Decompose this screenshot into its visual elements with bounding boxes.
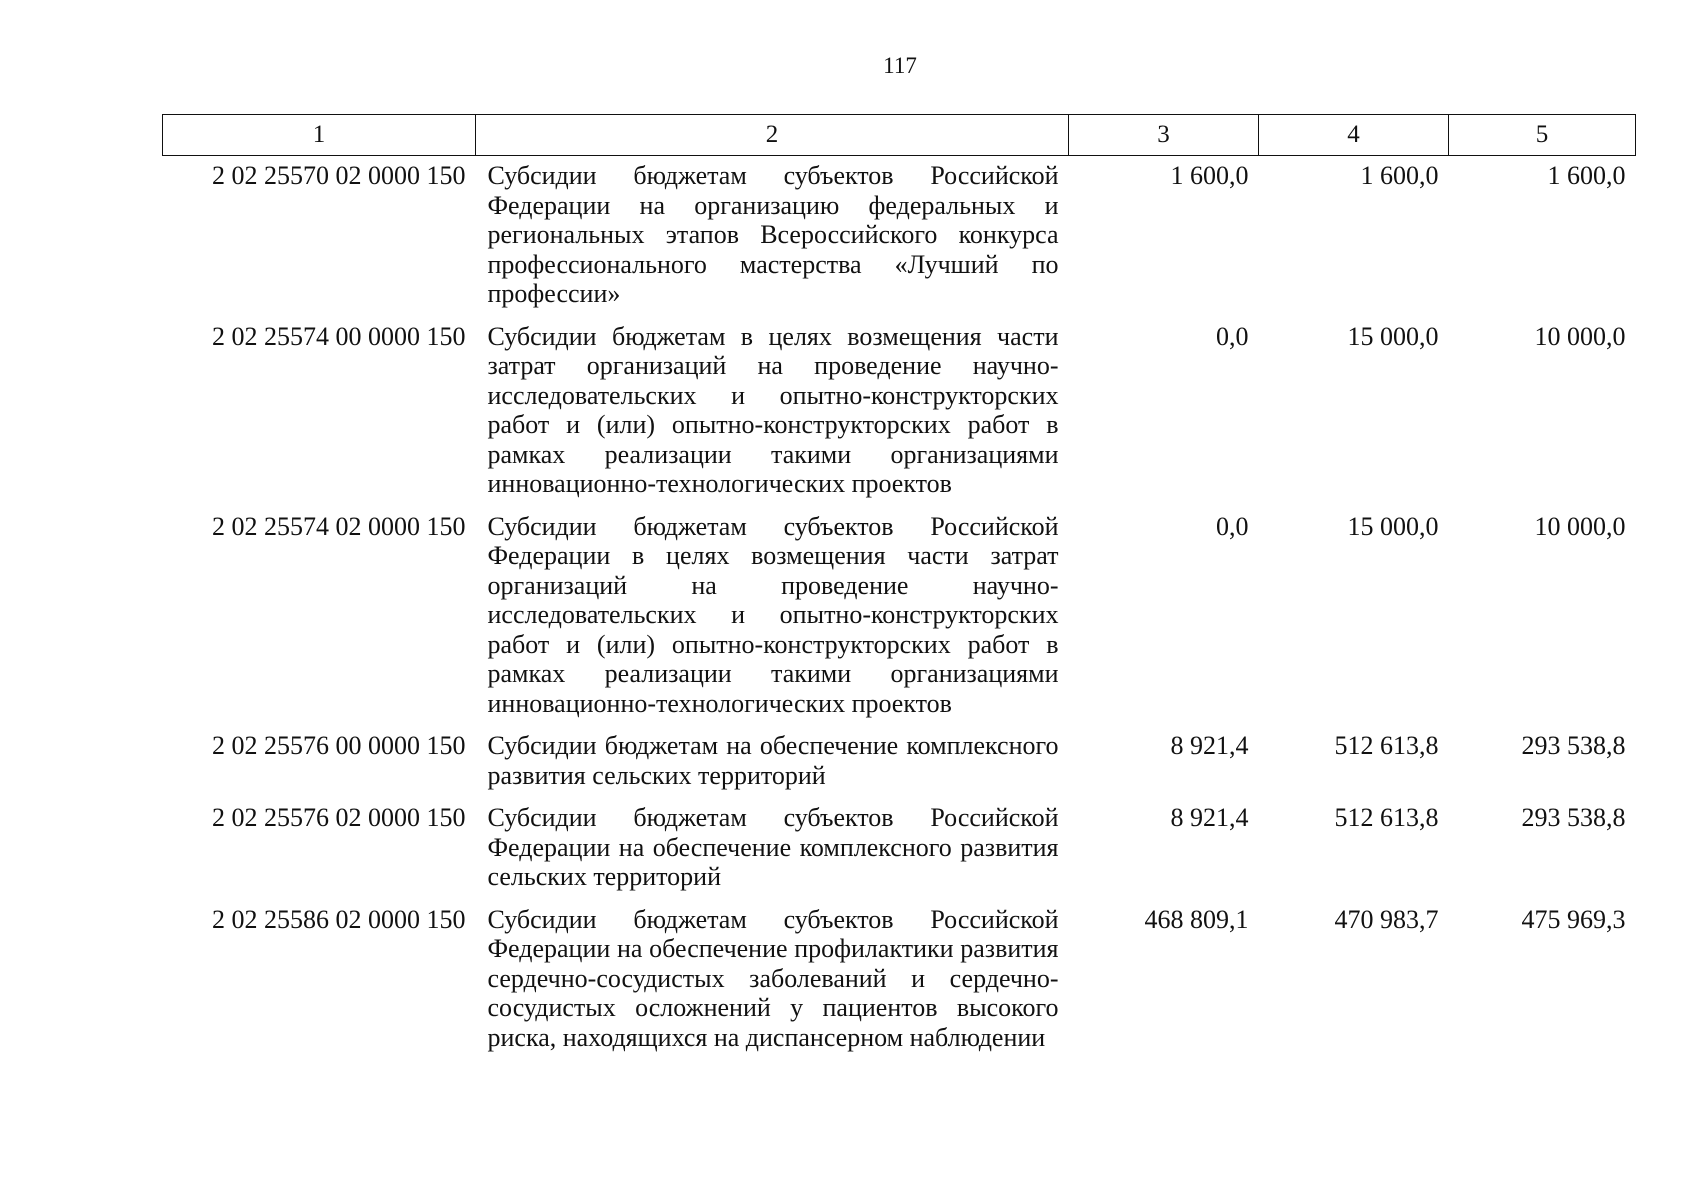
amount-col-4-cell: 15 000,0 — [1347, 511, 1439, 541]
description-cell: Субсидии бюджетам на обеспечение комплексного развития сельских территорий — [487, 731, 1059, 790]
description-cell: Субсидии бюджетам субъектов Российской Федерации на обеспечение комплексного развития сельских территорий — [487, 803, 1059, 891]
amount-col-3-cell: 1 600,0 — [1170, 161, 1249, 190]
page-number: 117 — [883, 53, 917, 78]
amount-col-5-cell: 293 538,8 — [1521, 803, 1626, 832]
header-col-4: 4 — [1259, 115, 1449, 156]
amount-col-5-cell: 10 000,0 — [1534, 321, 1626, 351]
table-row — [163, 900, 1636, 1061]
amount-col-5-cell: 1 600,0 — [1547, 161, 1626, 190]
budget-table — [162, 114, 1636, 1060]
table-row — [163, 317, 1636, 507]
description-cell: Субсидии бюджетам субъектов Российской Федерации в целях возмещения части затрат организаций на проведение научно-исследовательских и опытно-конструкторских работ и (или) опытно-конструкторских работ в рамках реализации такими организациями инновационно-технологических проектов — [487, 511, 1059, 718]
description-cell: Субсидии бюджетам субъектов Российской Федерации на обеспечение профилактики развития сердечно-сосудистых заболеваний и сердечно-сосудистых осложнений у пациентов высокого риска, находящихся на диспансерном наблюдении — [487, 904, 1059, 1052]
header-col-1: 1 — [163, 115, 476, 156]
amount-col-4-cell: 15 000,0 — [1347, 321, 1439, 351]
header-col-2: 2 — [476, 115, 1069, 156]
table-header-row — [163, 115, 1636, 156]
amount-col-3-cell: 0,0 — [1216, 321, 1249, 351]
amount-col-5-cell: 10 000,0 — [1534, 511, 1626, 541]
amount-col-5-cell: 293 538,8 — [1521, 731, 1626, 760]
budget-code-cell: 2 02 25586 02 0000 150 — [212, 904, 466, 934]
budget-code-cell: 2 02 25570 02 0000 150 — [212, 161, 466, 190]
amount-col-3-cell: 468 809,1 — [1144, 904, 1249, 934]
budget-code-cell: 2 02 25576 02 0000 150 — [212, 803, 466, 832]
amount-col-4-cell: 512 613,8 — [1334, 803, 1439, 832]
budget-code-cell: 2 02 25574 00 0000 150 — [212, 321, 466, 351]
amount-col-3-cell: 8 921,4 — [1170, 803, 1249, 832]
description-cell: Субсидии бюджетам в целях возмещения части затрат организаций на проведение научно-исследовательских и опытно-конструкторских работ и (или) опытно-конструкторских работ в рамках реализации такими организациями инновационно-технологических проектов — [487, 321, 1059, 498]
amount-col-4-cell: 512 613,8 — [1334, 731, 1439, 760]
description-cell: Субсидии бюджетам субъектов Российской Федерации на организацию федеральных и региональных этапов Всероссийского конкурса профессионального мастерства «Лучший по профессии» — [487, 161, 1059, 308]
budget-code-cell: 2 02 25574 02 0000 150 — [212, 511, 466, 541]
amount-col-4-cell: 470 983,7 — [1334, 904, 1439, 934]
table-row — [163, 798, 1636, 900]
table-row — [163, 507, 1636, 727]
table-row — [163, 726, 1636, 798]
budget-code-cell: 2 02 25576 00 0000 150 — [212, 731, 466, 760]
header-col-3: 3 — [1069, 115, 1259, 156]
header-col-5: 5 — [1449, 115, 1636, 156]
amount-col-3-cell: 8 921,4 — [1170, 731, 1249, 760]
table-row — [163, 156, 1636, 317]
amount-col-4-cell: 1 600,0 — [1360, 161, 1439, 190]
amount-col-3-cell: 0,0 — [1216, 511, 1249, 541]
amount-col-5-cell: 475 969,3 — [1521, 904, 1626, 934]
